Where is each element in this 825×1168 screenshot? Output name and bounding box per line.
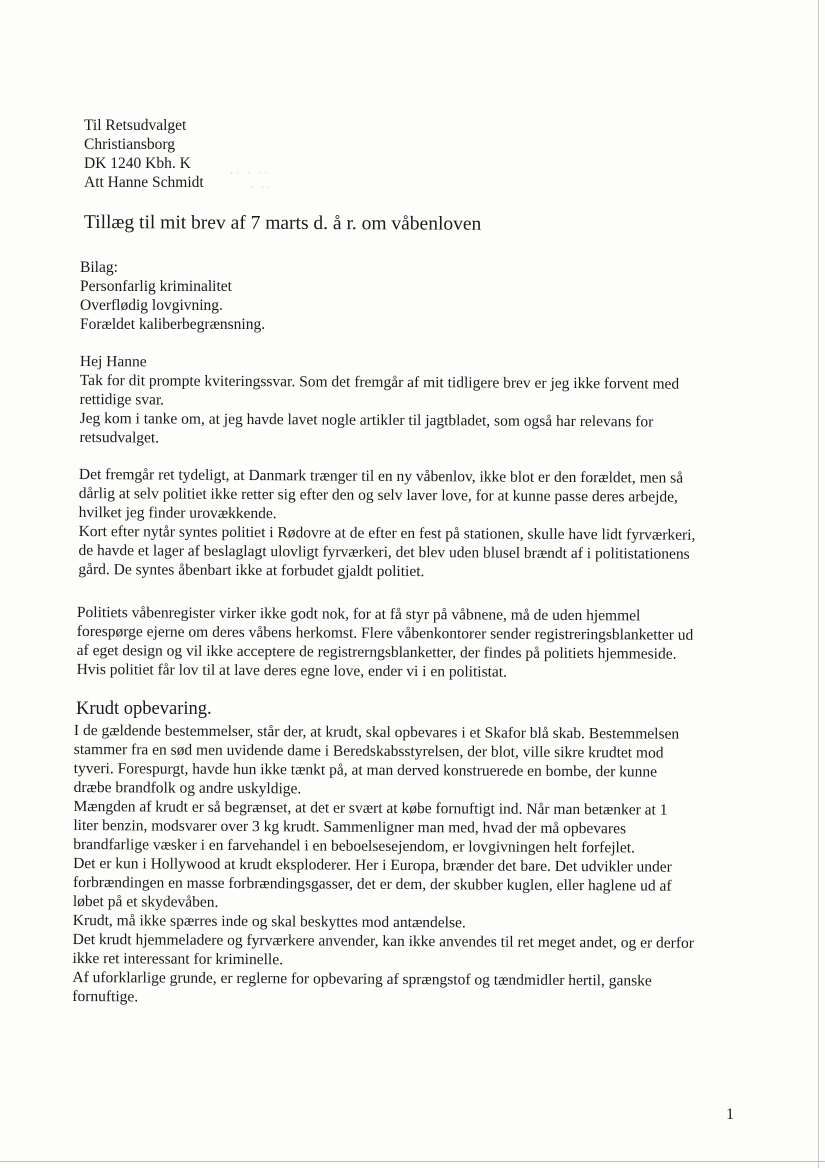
section-heading: Krudt opbevaring. xyxy=(76,699,212,719)
text-line: rettidige svar. xyxy=(79,390,165,409)
paragraph-register xyxy=(77,603,694,683)
text-line: Kort efter nytår syntes politiet i Rødovre at de efter en fest på stationen, skulle have lidt fyrværkeri, xyxy=(78,522,696,544)
text-line: tyveri. Forespurgt, havde hun ikke tænkt på, at man derved konstruerede en bombe, der kunne xyxy=(73,759,658,781)
text-line: forbrændingen en masse forbrændingsgasser, det er dem, der skubber kuglen, eller haglene ud af xyxy=(72,873,672,895)
text-line: ikke ret interessant for kriminelle. xyxy=(72,949,284,969)
text-line: Af uforklarlige grunde, er reglerne for opbevaring af sprængstof og tændmidler hertil, ganske xyxy=(72,968,652,990)
scan-speck: ·· · ·· xyxy=(230,168,271,178)
address-line: DK 1240 Kbh. K xyxy=(84,155,191,172)
text-line: de havde et lager af beslaglagt ulovligt fyrværkeri, det blev uden blusel brændt af i politistationens xyxy=(78,541,690,563)
address-line: Christiansborg xyxy=(84,136,175,153)
text-line: Tak for dit prompte kviteringssvar. Som det fremgår af mit tidligere brev er jeg ikke forvent med xyxy=(79,371,680,393)
greeting-paragraph xyxy=(79,352,679,451)
address-line: Til Retsudvalget xyxy=(84,117,187,134)
text-line: liter benzin, modsvarer over 3 kg krudt. Sammenligner man med, hvad der må opbevares xyxy=(73,816,627,838)
attachment-item: Overflødig lovgivning. xyxy=(80,297,223,314)
text-line: Det krudt hjemmeladere og fyrværkere anvender, kan ikke anvendes til ret meget andet, og er derfor xyxy=(72,930,694,952)
text-line: dårlig at selv politiet ikke retter sig efter den og selv laver love, for at kunne passe deres arbejde, xyxy=(78,484,678,506)
text-line: Politiets våbenregister virker ikke godt nok, for at få styr på våbnene, må de uden hjemmel xyxy=(76,604,641,625)
text-line: brandfarlige væsker i en farvehandel i en beboelsesejendom, er lovgivningen helt forfejlet. xyxy=(73,835,635,857)
text-line: Jeg kom i tanke om, at jeg havde lavet nogle artikler til jagtbladet, som også har relevans for xyxy=(79,409,654,431)
text-line: løbet på et skydevåben. xyxy=(72,892,219,911)
scan-edge-right xyxy=(818,0,819,1168)
text-line: Hvis politiet får lov til at lave deres egne love, ender vi i en politistat. xyxy=(76,660,508,681)
attachments-heading: Bilag: xyxy=(80,259,118,276)
text-line: stammer fra en sød men uvidende dame i Beredskabsstyrelsen, der blot, ville sikre krudtet mod xyxy=(73,740,664,762)
page-number: 1 xyxy=(726,1106,734,1123)
text-line: Hej Hanne xyxy=(79,352,147,371)
scan-edge-bottom xyxy=(0,1161,825,1162)
text-line: Det fremgår ret tydeligt, at Danmark trænger til en ny våbenlov, ikke blot er den forældet, men så xyxy=(78,465,684,487)
text-line: I de gældende bestemmelser, står der, at krudt, skal opbevares i et Skafor blå skab. Bestemmelsen xyxy=(73,722,680,743)
attachment-item: Forældet kaliberbegrænsning. xyxy=(80,316,266,333)
text-line: Det er kun i Hollywood at krudt eksploderer. Her i Europa, brænder det bare. Det udvikler under xyxy=(73,854,672,876)
recipient-address xyxy=(84,116,204,192)
text-line: retsudvalget. xyxy=(79,428,160,447)
text-line: dræbe brandfolk og andre uskyldige. xyxy=(73,778,302,798)
text-line: forespørge ejerne om deres våbens herkomst. Flere våbenkontorer sender registreringsblanketter ud xyxy=(76,622,694,644)
text-line: fornuftige. xyxy=(72,987,139,1006)
attachment-item: Personfarlig kriminalitet xyxy=(80,278,232,295)
text-line: Mængden af krudt er så begrænset, at det er svært at købe fornuftigt ind. Når man betænker at 1 xyxy=(73,797,668,819)
section-body xyxy=(72,721,695,1010)
text-line: af eget design og vil ikke acceptere de registrerngsblanketter, der findes på politiets hjemmeside. xyxy=(76,641,677,663)
text-line: gård. De syntes åbenbart ikke at forbudet gjaldt politiet. xyxy=(78,560,425,581)
attachments-list xyxy=(80,258,265,334)
paragraph-law xyxy=(78,465,695,583)
scan-speck: · ·· xyxy=(250,182,274,192)
letter-title: Tillæg til mit brev af 7 marts d. å r. om våbenloven xyxy=(83,212,482,235)
address-line: Att Hanne Schmidt xyxy=(84,174,204,191)
text-line: Krudt, må ikke spærres inde og skal beskyttes mod antændelse. xyxy=(72,911,466,932)
text-line: hvilket jeg finder urovækkende. xyxy=(78,503,277,523)
